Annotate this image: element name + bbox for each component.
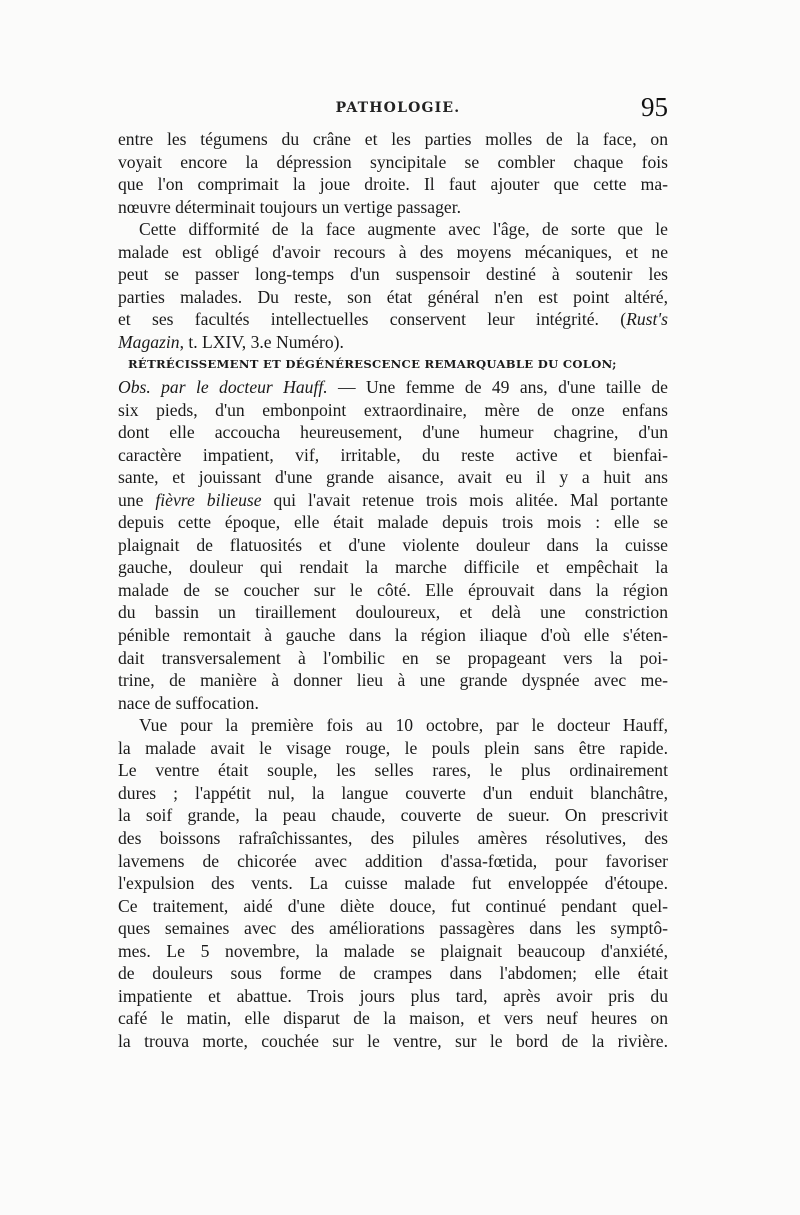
section-heading: RÉTRÉCISSEMENT ET DÉGÉNÉRESCENCE REMARQUABLE DU COLON; — [128, 357, 617, 372]
italic-phrase: Magazin — [118, 331, 180, 352]
text-line: six pieds, d'un embonpoint extraordinaire, mère de onze enfans — [118, 399, 668, 420]
page-number: 95 — [641, 92, 668, 122]
text-line: lavemens de chicorée avec addition d'assa-fœtida, pour favoriser — [118, 850, 668, 871]
text-line: la trouva morte, couchée sur le ventre, sur le bord de la rivière. — [118, 1030, 668, 1051]
text-line: de douleurs sous forme de crampes dans l'abdomen; elle était — [118, 963, 668, 984]
text-line: du bassin un tiraillement douloureux, et delà une constriction — [118, 602, 668, 623]
text-line: Cette difformité de la face augmente avec l'âge, de sorte que le — [139, 219, 668, 240]
text-line: entre les tégumens du crâne et les parties molles de la face, on — [118, 129, 668, 149]
text-line: peut se passer long-temps d'un suspensoir destiné à soutenir les — [118, 264, 668, 285]
text-line: pénible remontait à gauche dans la région iliaque d'où elle s'éten- — [118, 625, 668, 646]
text-line: et ses facultés intellectuelles conservent leur intégrité. (Rust's — [118, 309, 668, 330]
text-line: plaignait de flatuosités et d'une violente douleur dans la cuisse — [118, 534, 668, 555]
text-line: café le matin, elle disparut de la maison, et vers neuf heures on — [118, 1008, 668, 1029]
text-line: que l'on comprimait la joue droite. Il faut ajouter que cette ma- — [118, 174, 668, 195]
text-line: malade est obligé d'avoir recours à des moyens mécaniques, et ne — [118, 241, 668, 262]
text-line: nœuvre déterminait toujours un vertige passager. — [118, 196, 461, 217]
text-line: voyait encore la dépression syncipitale se combler chaque fois — [118, 151, 668, 172]
text-line: ques semaines avec des améliorations passagères dans les symptô- — [118, 918, 668, 939]
italic-phrase: fièvre bilieuse — [155, 489, 262, 510]
text-line: Le ventre était souple, les selles rares, le plus ordinairement — [118, 760, 668, 781]
text-line: une fièvre bilieuse qui l'avait retenue trois mois alitée. Mal portante — [118, 489, 668, 510]
text-line: caractère impatient, vif, irritable, du reste active et bienfai- — [118, 444, 668, 465]
italic-phrase: Obs. par le docteur Hauff. — [118, 377, 328, 398]
text-line: dont elle accoucha heureusement, d'une humeur chagrine, d'un — [118, 422, 668, 443]
text-line: nace de suffocation. — [118, 692, 259, 713]
text-line: la malade avait le visage rouge, le pouls plein sans être rapide. — [118, 737, 668, 758]
text-line: malade de se coucher sur le côté. Elle éprouvait dans la région — [118, 579, 668, 600]
text-line: sante, et jouissant d'une grande aisance, avait eu il y a huit ans — [118, 467, 668, 488]
text-line: parties malades. Du reste, son état général n'en est point altéré, — [118, 286, 668, 307]
italic-phrase: Rust's — [626, 309, 668, 330]
running-title: PATHOLOGIE. — [335, 100, 461, 116]
text-line: la soif grande, la peau chaude, couverte de sueur. On prescrivit — [118, 805, 668, 826]
text-line: Obs. par le docteur Hauff. — Une femme de 49 ans, d'une taille de — [118, 377, 668, 398]
text-line: dures ; l'appétit nul, la langue couverte d'un enduit blanchâtre, — [118, 782, 668, 803]
page-header — [128, 92, 668, 126]
text-line: dait transversalement à l'ombilic en se propageant vers la poi- — [118, 647, 668, 668]
body-text — [118, 128, 668, 1052]
text-line: des boissons rafraîchissantes, des pilules amères résolutives, des — [118, 827, 668, 848]
text-line: Vue pour la première fois au 10 octobre, par le docteur Hauff, — [139, 715, 668, 736]
text-line: l'expulsion des vents. La cuisse malade fut enveloppée d'étoupe. — [118, 873, 668, 894]
text-line: Magazin, t. LXIV, 3.e Numéro). — [118, 331, 344, 352]
text-line: impatiente et abattue. Trois jours plus tard, après avoir pris du — [118, 985, 668, 1006]
text-line: gauche, douleur qui rendait la marche difficile et empêchait la — [118, 557, 668, 578]
text-line: trine, de manière à donner lieu à une grande dyspnée avec me- — [118, 670, 668, 691]
text-line: depuis cette époque, elle était malade depuis trois mois : elle se — [118, 512, 668, 533]
text-line: Ce traitement, aidé d'une diète douce, fut continué pendant quel- — [118, 895, 668, 916]
text-line: mes. Le 5 novembre, la malade se plaignait beaucoup d'anxiété, — [118, 940, 668, 961]
